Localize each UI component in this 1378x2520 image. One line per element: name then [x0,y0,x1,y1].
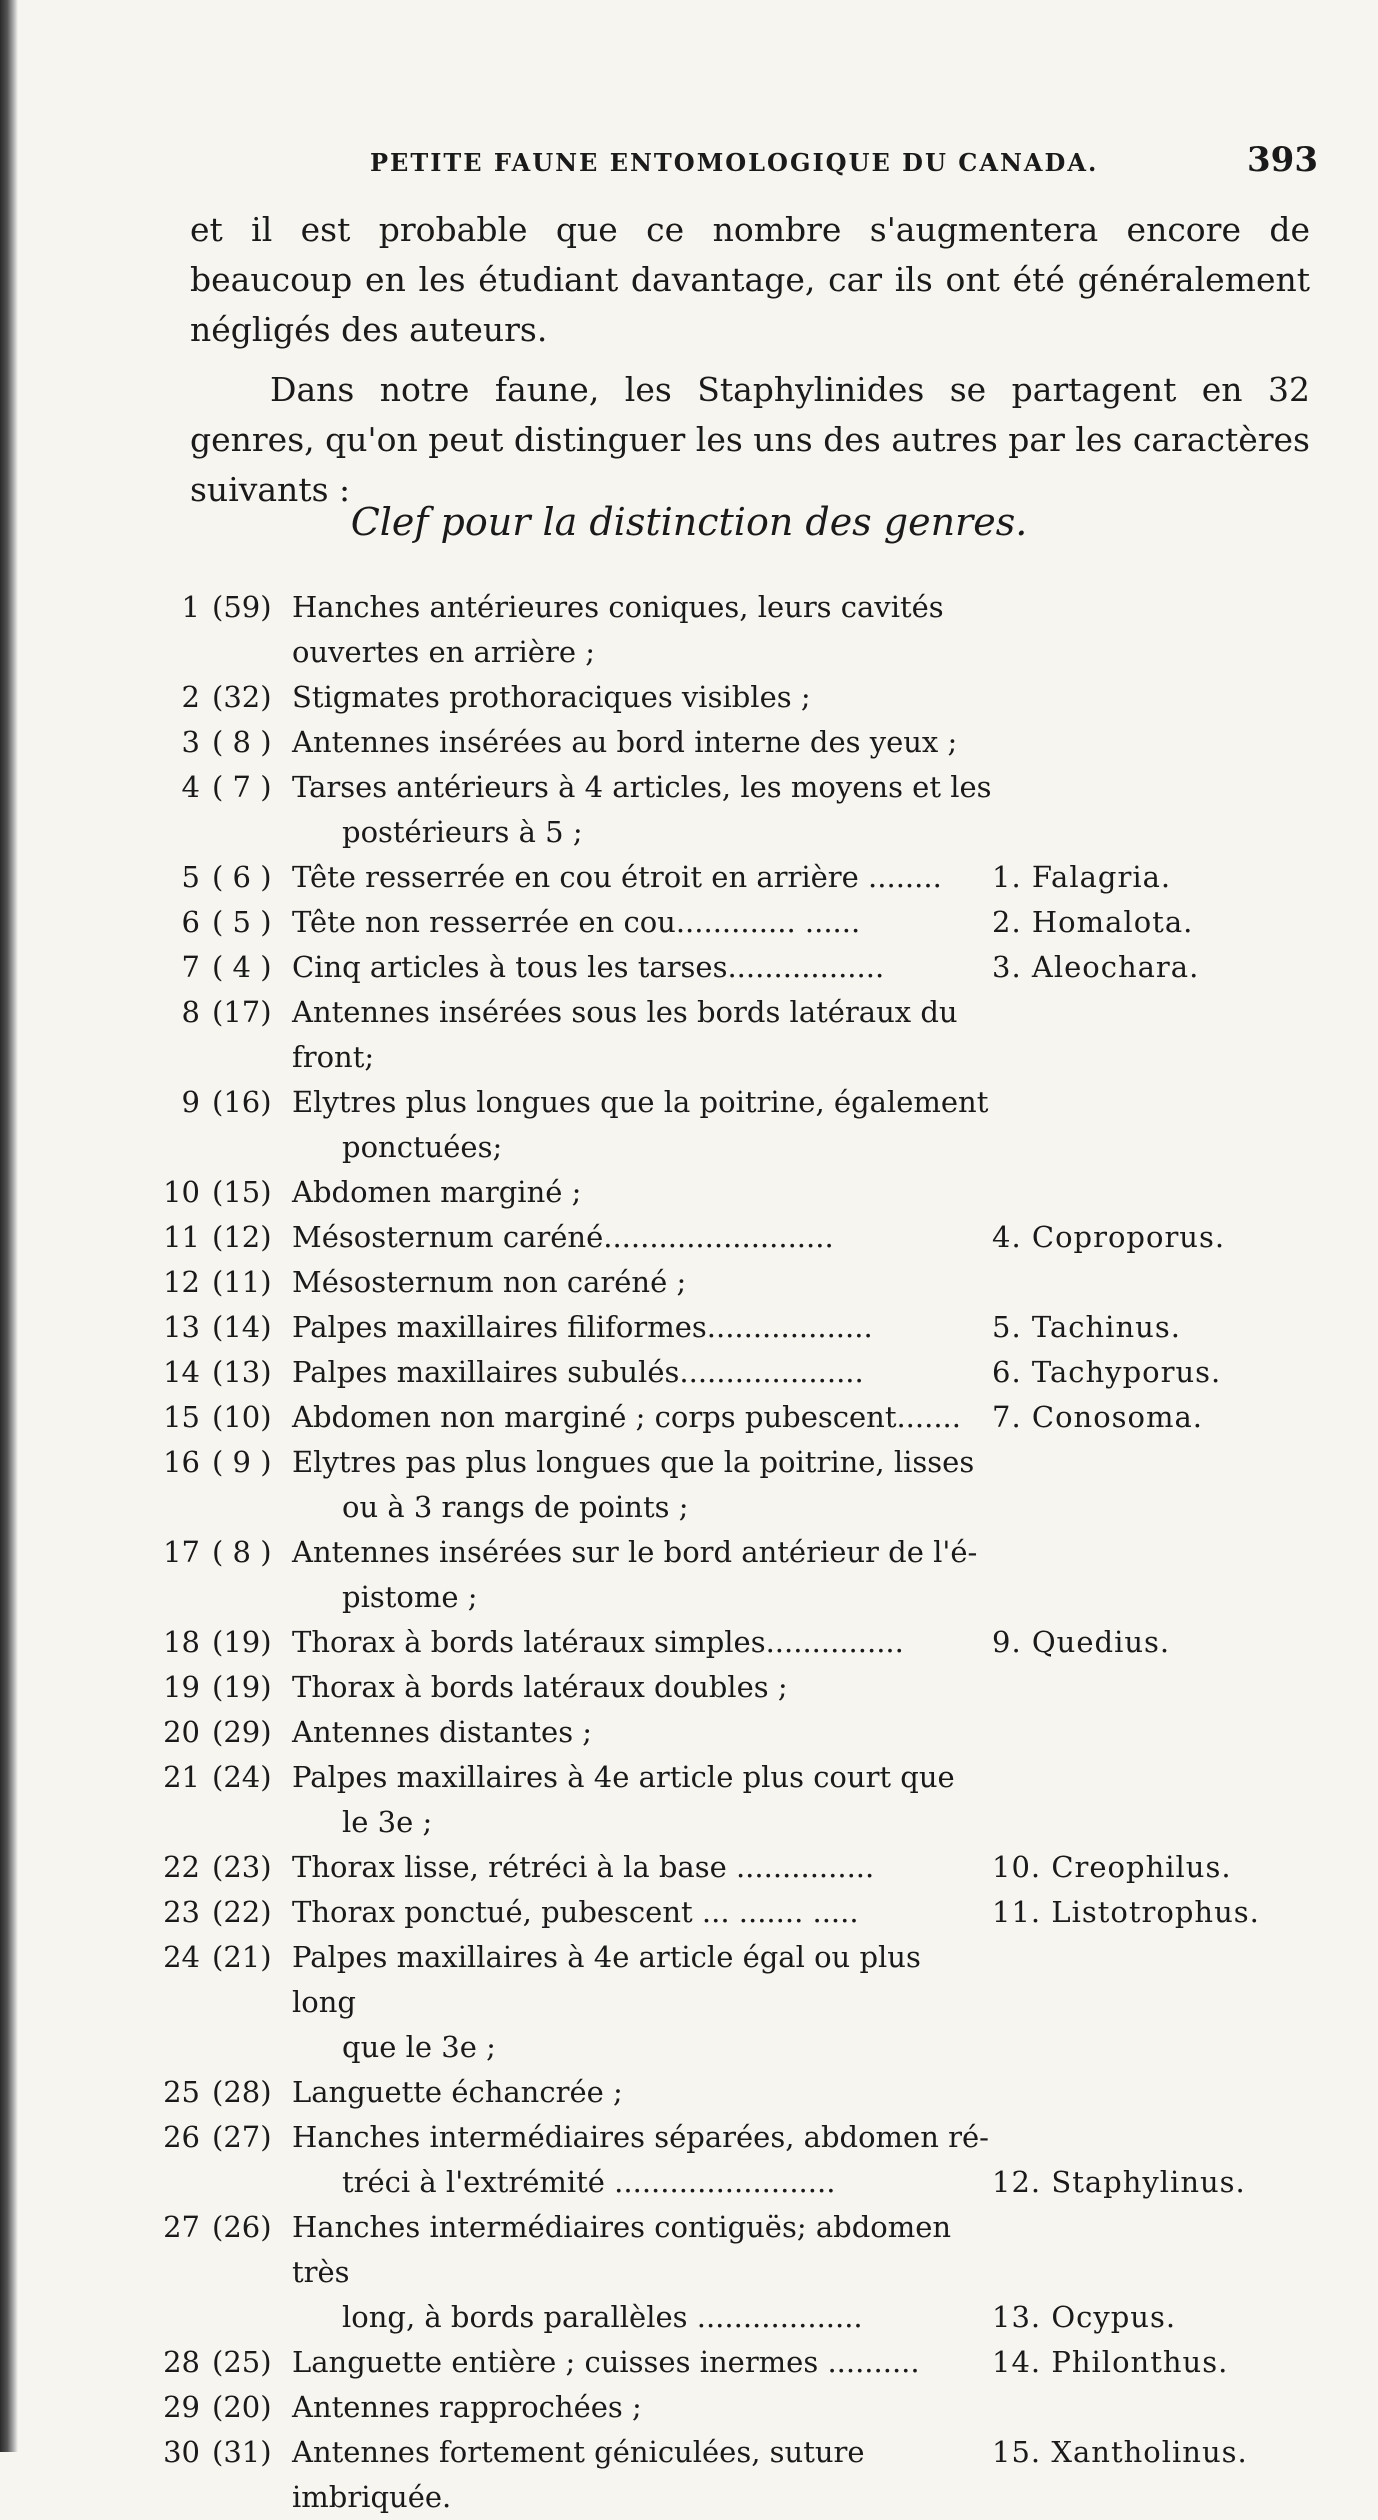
entry-text: Languette échancrée ; [292,2075,623,2109]
entry-text-continuation: ponctuées; [342,1130,503,1164]
entry-number: 21 [163,1760,200,1794]
entry-text: Mésosternum non caréné ; [292,1265,687,1299]
entry-number: 7 [181,950,200,984]
key-entry [140,1260,1300,1305]
key-title: Clef pour la distinction des genres. [350,500,1028,544]
key-entry [140,900,1300,945]
key-entry [140,2205,1300,2340]
entry-cross-reference: (32) [212,680,272,714]
entry-genus-name: 10. Creophilus. [992,1850,1232,1884]
entry-cross-reference: (59) [212,590,272,624]
entry-number: 8 [181,995,200,1029]
entry-description [292,675,992,720]
key-entry [140,2385,1300,2430]
entry-cross-reference: ( 6 ) [212,860,272,894]
entry-text: Thorax ponctué, pubescent ... ....... ..... [292,1895,859,1929]
entry-cross-reference: (24) [212,1760,272,1794]
entry-text: Tête resserrée en cou étroit en arrière ........ [292,860,942,894]
entry-cross-reference: (29) [212,1715,272,1749]
entry-description [292,1215,992,1260]
entry-genus-name: 2. Homalota. [992,905,1194,939]
entry-number: 23 [163,1895,200,1929]
entry-text: Hanches antérieures coniques, leurs cavités ouvertes en arrière ; [292,590,944,669]
entry-cross-reference: (14) [212,1310,272,1344]
key-entry [140,1305,1300,1350]
entry-number: 5 [181,860,200,894]
entry-genus-name: 7. Conosoma. [992,1400,1204,1434]
entry-cross-reference: (27) [212,2120,272,2154]
entry-genus-name: 13. Ocypus. [992,2300,1177,2334]
entry-number: 14 [163,1355,200,1389]
entry-description [292,1845,992,1890]
entry-cross-reference: (16) [212,1085,272,1119]
entry-text: Antennes insérées sur le bord antérieur de l'é- [292,1535,978,1569]
entry-description [292,1305,992,1350]
entry-description [292,855,992,900]
key-entry [140,2115,1300,2205]
entry-number: 10 [163,1175,200,1209]
entry-number: 4 [181,770,200,804]
entry-description [292,1890,992,1935]
entry-text: Antennes fortement géniculées, suture imbriquée. [292,2435,865,2514]
key-entry [140,1080,1300,1170]
entry-cross-reference: ( 9 ) [212,1445,272,1479]
entry-genus-name: 5. Tachinus. [992,1310,1181,1344]
key-entry [140,1530,1300,1620]
entry-description [292,2430,992,2520]
entry-text-continuation: long, à bords parallèles .................. [342,2300,863,2334]
entry-text: Antennes insérées au bord interne des yeux ; [292,725,958,759]
entry-genus-name: 9. Quedius. [992,1625,1171,1659]
key-entry [140,585,1300,675]
entry-cross-reference: ( 8 ) [212,1535,272,1569]
key-entry [140,1620,1300,1665]
entry-text: Hanches intermédiaires séparées, abdomen ré- [292,2120,989,2154]
entry-cross-reference: (10) [212,1400,272,1434]
genus-key-list [140,585,1300,2520]
entry-cross-reference: ( 5 ) [212,905,272,939]
entry-description [292,765,992,855]
entry-description [292,585,992,675]
key-entry [140,1710,1300,1755]
key-entry [140,1170,1300,1215]
entry-text: Palpes maxillaires à 4e article plus court que [292,1760,955,1794]
entry-number: 1 [181,590,200,624]
entry-description [292,1620,992,1665]
entry-text-continuation: pistome ; [342,1580,478,1614]
entry-text: Thorax à bords latéraux doubles ; [292,1670,788,1704]
key-entry [140,720,1300,765]
entry-text: Antennes rapprochées ; [292,2390,642,2424]
entry-genus-name: 1. Falagria. [992,860,1172,894]
entry-cross-reference: (21) [212,1940,272,1974]
entry-description [292,2205,992,2340]
entry-number: 13 [163,1310,200,1344]
key-entry [140,2070,1300,2115]
entry-cross-reference: (26) [212,2210,272,2244]
entry-description [292,1665,992,1710]
entry-description [292,1530,992,1620]
entry-number: 9 [181,1085,200,1119]
entry-text: Antennes distantes ; [292,1715,593,1749]
entry-cross-reference: (22) [212,1895,272,1929]
entry-cross-reference: (20) [212,2390,272,2424]
key-entry [140,1935,1300,2070]
entry-number: 15 [163,1400,200,1434]
entry-number: 22 [163,1850,200,1884]
intro-paragraph-continuation: et il est probable que ce nombre s'augmentera encore de beaucoup en les étudiant davantage, car ils ont été généralement négligés des auteurs. [190,210,1310,349]
entry-text-continuation: que le 3e ; [342,2030,496,2064]
entry-description [292,1935,992,2070]
entry-cross-reference: ( 7 ) [212,770,272,804]
entry-cross-reference: (19) [212,1670,272,1704]
entry-text: Thorax lisse, rétréci à la base ............... [292,1850,875,1884]
entry-number: 20 [163,1715,200,1749]
key-entry [140,1845,1300,1890]
entry-genus-name: 11. Listotrophus. [992,1895,1260,1929]
entry-number: 6 [181,905,200,939]
entry-text: Mésosternum caréné......................... [292,1220,834,1254]
entry-text-continuation: le 3e ; [342,1805,433,1839]
key-entry [140,2430,1300,2520]
key-entry [140,945,1300,990]
key-entry [140,1395,1300,1440]
entry-number: 29 [163,2390,200,2424]
entry-text: Cinq articles à tous les tarses................. [292,950,885,984]
entry-genus-name: 12. Staphylinus. [992,2165,1246,2199]
entry-number: 3 [181,725,200,759]
entry-text: Tête non resserrée en cou............. ...... [292,905,861,939]
entry-cross-reference: (23) [212,1850,272,1884]
entry-description [292,1710,992,1755]
entry-cross-reference: (19) [212,1625,272,1659]
entry-description [292,945,992,990]
entry-genus-name: 14. Philonthus. [992,2345,1229,2379]
entry-genus-name: 3. Aleochara. [992,950,1200,984]
entry-number: 2 [181,680,200,714]
key-entry [140,765,1300,855]
entry-number: 27 [163,2210,200,2244]
entry-number: 11 [163,1220,200,1254]
entry-text: Tarses antérieurs à 4 articles, les moyens et les [292,770,992,804]
entry-description [292,1755,992,1845]
entry-text: Palpes maxillaires à 4e article égal ou plus long [292,1940,921,2019]
entry-description [292,1260,992,1305]
entry-description [292,2340,992,2385]
entry-cross-reference: (13) [212,1355,272,1389]
entry-text: Abdomen marginé ; [292,1175,582,1209]
key-entry [140,1215,1300,1260]
page-number: 393 [1247,140,1318,180]
entry-number: 28 [163,2345,200,2379]
entry-description [292,990,992,1080]
key-entry [140,1440,1300,1530]
entry-text: Antennes insérées sous les bords latéraux du front; [292,995,958,1074]
entry-number: 25 [163,2075,200,2109]
entry-text-continuation: tréci à l'extrémité ........................ [342,2165,836,2199]
entry-cross-reference: (15) [212,1175,272,1209]
entry-cross-reference: ( 4 ) [212,950,272,984]
entry-number: 17 [163,1535,200,1569]
entry-text-continuation: postérieurs à 5 ; [342,815,583,849]
entry-text: Palpes maxillaires filiformes.................. [292,1310,873,1344]
entry-genus-name: 6. Tachyporus. [992,1355,1222,1389]
entry-number: 12 [163,1265,200,1299]
key-entry [140,990,1300,1080]
entry-cross-reference: (12) [212,1220,272,1254]
entry-text: Thorax à bords latéraux simples............... [292,1625,904,1659]
entry-description [292,2385,992,2430]
entry-genus-name: 4. Coproporus. [992,1220,1226,1254]
entry-text: Languette entière ; cuisses inermes .......... [292,2345,920,2379]
entry-description [292,1080,992,1170]
entry-cross-reference: (28) [212,2075,272,2109]
entry-cross-reference: (25) [212,2345,272,2379]
entry-text: Hanches intermédiaires contiguës; abdomen très [292,2210,952,2289]
key-entry [140,1890,1300,1935]
entry-description [292,1395,992,1440]
entry-text: Abdomen non marginé ; corps pubescent....... [292,1400,961,1434]
entry-description [292,1170,992,1215]
entry-description [292,1440,992,1530]
entry-text: Elytres plus longues que la poitrine, également [292,1085,989,1119]
entry-cross-reference: ( 8 ) [212,725,272,759]
key-entry [140,1665,1300,1710]
entry-number: 30 [163,2435,200,2469]
entry-text: Stigmates prothoraciques visibles ; [292,680,811,714]
key-entry [140,1755,1300,1845]
entry-description [292,2070,992,2115]
entry-cross-reference: (11) [212,1265,272,1299]
entry-genus-name: 15. Xantholinus. [992,2435,1248,2469]
entry-number: 16 [163,1445,200,1479]
running-head: PETITE FAUNE ENTOMOLOGIQUE DU CANADA. [370,148,1099,177]
entry-cross-reference: (31) [212,2435,272,2469]
entry-description [292,900,992,945]
entry-number: 19 [163,1670,200,1704]
entry-cross-reference: (17) [212,995,272,1029]
entry-number: 26 [163,2120,200,2154]
entry-number: 18 [163,1625,200,1659]
entry-description [292,1350,992,1395]
entry-description [292,720,992,765]
page-binding-edge [0,0,18,2452]
entry-text-continuation: ou à 3 rangs de points ; [342,1490,689,1524]
entry-text: Palpes maxillaires subulés.................... [292,1355,864,1389]
intro-paragraph-genera: Dans notre faune, les Staphylinides se partagent en 32 genres, qu'on peut distinguer les uns des autres par les caractères suivants : [190,370,1310,509]
page-header [370,140,1318,190]
key-entry [140,1350,1300,1395]
key-entry [140,855,1300,900]
entry-text: Elytres pas plus longues que la poitrine, lisses [292,1445,975,1479]
key-entry [140,675,1300,720]
entry-description [292,2115,992,2205]
key-entry [140,2340,1300,2385]
entry-number: 24 [163,1940,200,1974]
